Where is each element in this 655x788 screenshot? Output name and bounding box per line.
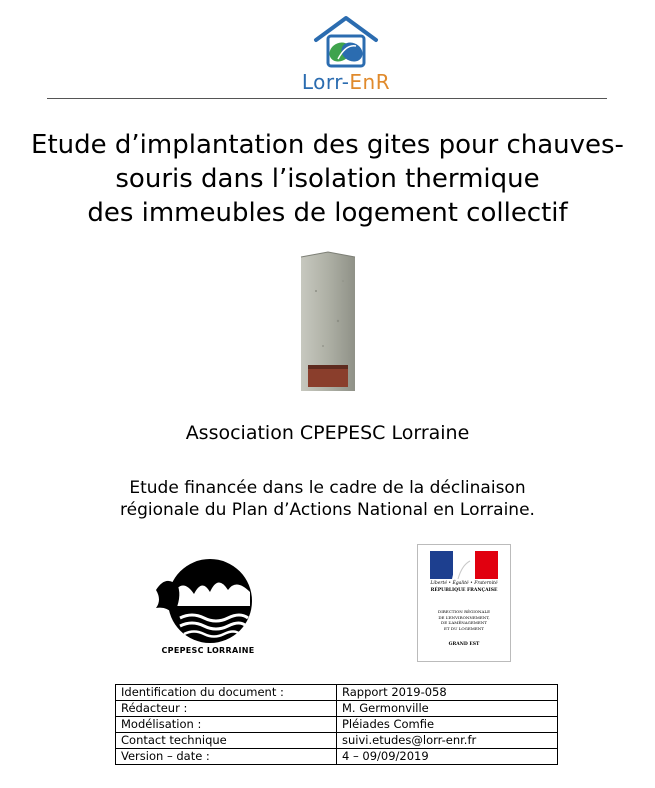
title-line-1: Etude d’implantation des gites pour chauves- [31, 130, 624, 160]
bat-shelter-image [298, 251, 358, 391]
rf-motto: Liberté • Égalité • Fraternité [430, 581, 498, 586]
prefecture-logo [417, 544, 511, 662]
funding-statement [0, 477, 655, 521]
info-label: Rédacteur : [116, 701, 337, 717]
rf-direction-line-3: DE L’AMÉNAGEMENT [441, 620, 487, 625]
table-row [116, 717, 558, 733]
document-info-table [115, 684, 558, 765]
table-row [116, 685, 558, 701]
info-label: Version – date : [116, 749, 337, 765]
brand-name-part1: Lorr- [301, 70, 350, 94]
header-divider [47, 98, 607, 99]
info-value: 4 – 09/09/2019 [337, 749, 558, 765]
house-leaf-icon [308, 14, 384, 70]
association-name: Association CPEPESC Lorraine [185, 422, 470, 444]
cpepesc-logo [152, 556, 264, 660]
rf-name: RÉPUBLIQUE FRANÇAISE [430, 588, 498, 593]
brand-name [286, 70, 406, 94]
info-value: M. Germonville [337, 701, 558, 717]
info-label: Modélisation : [116, 717, 337, 733]
table-row [116, 733, 558, 749]
bat-emblem-icon [152, 556, 264, 646]
info-label: Contact technique [116, 733, 337, 749]
marianne-flag-icon [418, 545, 510, 581]
info-value: Rapport 2019-058 [337, 685, 558, 701]
title-line-2: souris dans l’isolation thermique [115, 164, 540, 194]
document-title [0, 128, 655, 230]
table-row [116, 701, 558, 717]
rf-region: GRAND EST [448, 642, 480, 647]
title-line-3: des immeubles de logement collectif [87, 198, 568, 228]
rf-direction-line-4: ET DU LOGEMENT [444, 625, 484, 631]
rf-direction-line-1: DIRECTION RÉGIONALE [437, 609, 491, 614]
funding-line-1: Etude financée dans le cadre de la déclinaison [129, 478, 526, 498]
funding-line-2: régionale du Plan d’Actions National en Lorraine. [120, 500, 535, 520]
rf-direction-line-2: DE L’ENVIRONNEMENT, [438, 614, 490, 620]
lorr-enr-logo [286, 14, 406, 94]
info-value: Pléiades Comfie [337, 717, 558, 733]
info-value: suivi.etudes@lorr-enr.fr [337, 733, 558, 749]
cpepesc-label: CPEPESC LORRAINE [161, 646, 255, 655]
table-row [116, 749, 558, 765]
brand-name-part2: EnR [349, 70, 391, 94]
rf-direction [424, 609, 504, 631]
info-label: Identification du document : [116, 685, 337, 701]
